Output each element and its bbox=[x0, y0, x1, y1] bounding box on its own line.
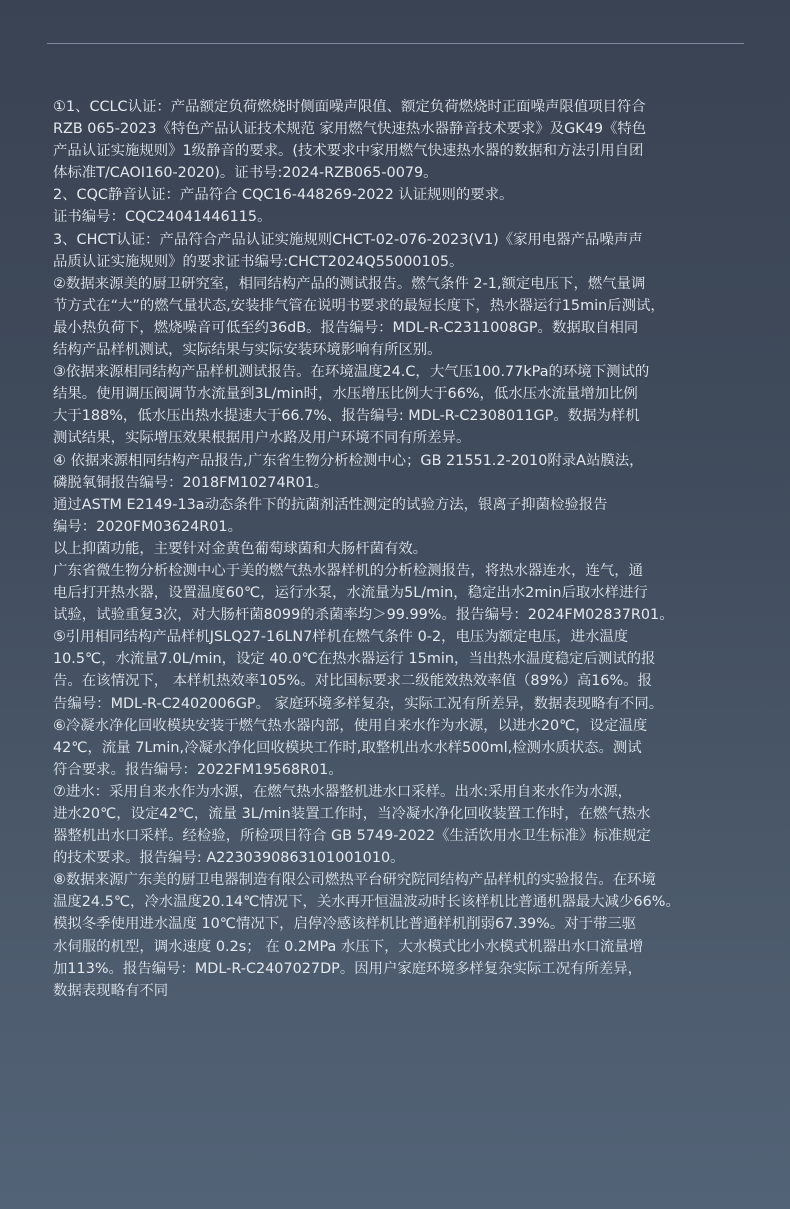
footnote-line: 结构产品样机测试，实际结果与实际安装环境影响有所区别。 bbox=[53, 342, 442, 359]
footnote-line: 编号：2020FM03624R01。 bbox=[53, 518, 242, 535]
footnote-line: 的技术要求。报告编号: A2230390863101001010。 bbox=[53, 850, 405, 867]
footnote-line: 测试结果，实际增压效果根据用户水路及用户环境不同有所差异。 bbox=[53, 430, 471, 447]
footnote-line: 最小热负荷下，燃烧噪音可低至约36dB。报告编号：MDL-R-C2311008GP。数据取自相同 bbox=[53, 319, 639, 336]
footnote-line: ⑧数据来源广东美的厨卫电器制造有限公司燃热平台研究院同结构产品样机的实验报告。在环境 bbox=[53, 872, 656, 889]
footnote-line: ③依据来源相同结构产品样机测试报告。在环境温度24.C，大气压100.77kPa的环境下测试的 bbox=[53, 364, 650, 381]
footnote-line: 结果。使用调压阀调节水流量到3L/min时，水压增压比例大于66%，低水压水流量增加比例 bbox=[53, 386, 638, 403]
footnote-line: 节方式在“大”的燃气量状态,安装排气管在说明书要求的最短长度下，热水器运行15min后测试， bbox=[53, 297, 665, 314]
footnotes-block bbox=[53, 96, 753, 1002]
footnote-line: 通过ASTM E2149-13a动态条件下的抗菌剂活性测定的试验方法，银离子抑菌检验报告 bbox=[53, 496, 608, 513]
footnote-line: 水伺服的机型，调水速度 0.2s； 在 0.2MPa 水压下，大水模式比小水模式机器出水口流量增 bbox=[53, 938, 644, 955]
footnote-line: 试验，试验重复3次，对大肠杆菌8099的杀菌率均＞99.99%。报告编号：2024FM02837R01。 bbox=[53, 607, 674, 624]
footnote-line: ②数据来源美的厨卫研究室，相同结构产品的测试报告。燃气条件 2-1,额定电压下，燃气量调 bbox=[53, 275, 646, 292]
footnote-line: ⑦进水：采用自来水作为水源，在燃气热水器整机进水口采样。出水:采用自来水作为水源， bbox=[53, 783, 632, 800]
footnote-line: 进水20℃，设定42℃，流量 3L/min装置工作时，当冷凝水净化回收装置工作时，在燃气热水 bbox=[53, 806, 651, 822]
footnote-line: 广东省微生物分析检测中心于美的燃气热水器样机的分析检测报告，将热水器连水，连气，通 bbox=[53, 562, 644, 579]
footnote-line: 证书编号：CQC24041446115。 bbox=[53, 209, 272, 226]
footnote-line: 3、CHCT认证：产品符合产品认证实施规则CHCT-02-076-2023(V1)《家用电器产品噪声声 bbox=[53, 231, 643, 248]
footnote-line: 以上抑菌功能，主要针对金黄色葡萄球菌和大肠杆菌有效。 bbox=[53, 540, 428, 557]
footnote-line: 告编号：MDL-R-C2402006GP。 家庭环境多样复杂，实际工况有所差异，数据表现略有不同。 bbox=[53, 695, 664, 712]
footnote-line: 体标准T/CAOI160-2020)。证书号:2024-RZB065-0079。 bbox=[53, 165, 438, 182]
footnote-line: 品质认证实施规则》的要求证书编号:CHCT2024Q55000105。 bbox=[53, 253, 464, 270]
footnote-line: 电后打开热水器，设置温度60℃，运行水泵，水流量为5L/min，稳定出水2min后取水样进行 bbox=[53, 585, 648, 602]
footnote-line: 产品认证实施规则》1级静音的要求。(技术要求中家用燃气快速热水器的数据和方法引用自团 bbox=[53, 143, 644, 160]
footnote-line: 大于188%，低水压出热水提速大于66.7%、报告编号: MDL-R-C2308011GP。数据为样机 bbox=[53, 408, 640, 425]
footnote-line: 加113%。报告编号：MDL-R-C2407027DP。因用户家庭环境多样复杂实际工况有所差异， bbox=[53, 960, 643, 977]
footnote-line: ⑤引用相同结构产品样机JSLQ27-16LN7样机在燃气条件 0-2，电压为额定电压，进水温度 bbox=[53, 629, 629, 646]
footnote-line: RZB 065-2023《特色产品认证技术规范 家用燃气快速热水器静音技术要求》及GK49《特色 bbox=[53, 121, 647, 138]
footnote-line: ①1、CCLC认证：产品额定负荷燃烧时侧面噪声限值、额定负荷燃烧时正面噪声限值项目符合 bbox=[53, 99, 646, 115]
footnote-line: 符合要求。报告编号：2022FM19568R01。 bbox=[53, 761, 343, 778]
footnote-line: 模拟冬季使用进水温度 10℃情况下，启停冷感该样机比普通样机削弱67.39%。对于带三驱 bbox=[53, 916, 637, 933]
footnote-line: 器整机出水口采样。经检验，所检项目符合 GB 5749-2022《生活饮用水卫生标准》标准规定 bbox=[53, 828, 651, 845]
footnote-line: 温度24.5℃，冷水温度20.14℃情况下，关水再开恒温波动时长该样机比普通机器最大减少66%。 bbox=[53, 894, 680, 911]
footnote-line: 磷脱氧铜报告编号：2018FM10274R01。 bbox=[53, 474, 329, 491]
footnote-line: 2、CQC静音认证：产品符合 CQC16-448269-2022 认证规则的要求。 bbox=[53, 187, 514, 204]
footnote-line: 数据表现略有不同 bbox=[53, 982, 169, 999]
footnote-line: 告。在该情况下， 本样机热效率105%。对比国标要求二级能效热效率值（89%）高16%。报 bbox=[53, 673, 652, 690]
footnote-line: 10.5℃，水流量7.0L/min，设定 40.0℃在热水器运行 15min，当出热水温度稳定后测试的报 bbox=[53, 651, 656, 668]
footnote-line: ④ 依据来源相同结构产品报告,广东省生物分析检测中心；GB 21551.2-2010附录A站膜法， bbox=[53, 452, 644, 469]
top-divider bbox=[47, 43, 744, 44]
footnote-line: 42℃，流量 7Lmin,冷凝水净化回收模块工作时,取整机出水水样500ml,检测水质状态。测试 bbox=[53, 739, 642, 756]
footnote-line: ⑥冷凝水净化回收模块安装于燃气热水器内部，使用自来水作为水源，以进水20℃，设定温度 bbox=[53, 717, 648, 734]
